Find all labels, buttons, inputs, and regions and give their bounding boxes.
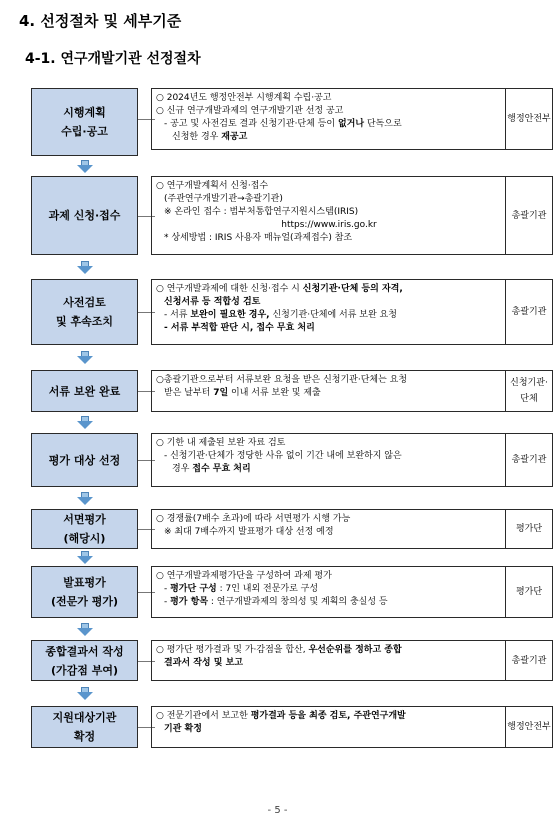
description-line [156,570,502,583]
description-line [156,118,502,131]
step-description [151,88,506,150]
description-line [156,296,502,309]
description-line [156,374,502,387]
step-description [151,433,506,487]
step-description [151,706,506,748]
step-description-table [151,509,553,549]
description-text: https://www.iris.go.kr [281,220,377,230]
description-line [156,437,502,450]
description-line [156,710,502,723]
step-description [151,279,506,345]
emphasis-text: 신청서류 등 적합성 검토 [164,297,261,307]
description-line [156,526,502,539]
subsection-title: 4-1. 연구개발기관 선정절차 [25,51,201,67]
step-description-table [151,706,553,748]
description-text: ○ 연구개발과제평가단을 구성하여 과제 평가 [156,571,332,581]
step-label-line: (가감점 부여) [50,663,118,677]
description-line [156,322,502,335]
description-line [156,513,502,526]
step-description-table [151,88,553,150]
step-label-line: 평가 대상 선정 [48,453,121,467]
step-label [61,103,108,141]
step-label-box [31,509,138,549]
step-label [49,206,121,225]
description-text: ○ 연구개발과제에 대한 신청·접수 시 [156,284,303,294]
description-text: - [164,597,171,607]
responsible-agency: 총괄기관 [506,279,553,345]
description-text: * 상세방법 : IRIS 사용자 매뉴얼(과제접수) 참조 [164,233,353,243]
step-label-line: 서류 보완 완료 [48,384,121,398]
description-text: 이내 서류 보완 및 제출 [228,388,321,398]
step-description [151,566,506,618]
responsible-agency: 총괄기관 [506,433,553,487]
description-line [156,309,502,322]
step-description-table [151,370,553,412]
description-line [156,232,502,245]
description-text: ○ 전문기관에서 보고한 [156,711,251,721]
responsible-agency: 총괄기관 [506,640,553,681]
step-label-line: 수립·공고 [61,125,108,138]
step-label [56,293,113,331]
description-line [156,180,502,193]
description-line [156,644,502,657]
step-label-line: 및 후속조치 [56,315,113,328]
step-description-table [151,566,553,618]
description-line [156,283,502,296]
description-line [156,657,502,670]
description-text: 신청한 경우 [172,132,222,142]
description-text: 단독으로 [364,119,402,129]
emphasis-text: 신청기관·단체 등의 자격, [302,284,403,294]
step-label [49,451,120,470]
responsible-agency: 총괄기관 [506,176,553,255]
step-label [63,510,106,548]
step-label [51,573,118,611]
step-label-line: 서면평가 [63,513,106,526]
step-label-line: 과제 신청·접수 [48,209,121,222]
description-text: ○총괄기관으로부터 서류보완 요청을 받은 신청기관·단체는 요청 [156,375,408,385]
responsible-agency: 평가단 [506,566,553,618]
description-line [156,219,502,232]
emphasis-text: 재공고 [221,132,248,142]
step-label-line: 사전검토 [63,296,106,309]
description-line [156,723,502,736]
emphasis-text: 평가 항목 [170,597,209,607]
step-label [45,642,123,680]
emphasis-text: 없거나 [337,119,365,129]
description-line [156,206,502,219]
emphasis-text: 보완이 필요한 경우, [190,310,270,320]
description-line [156,463,502,476]
description-text: (주관연구개발기관→총괄기관) [164,194,283,204]
description-line [156,105,502,118]
emphasis-text: 7일 [213,388,229,398]
emphasis-text: 평가결과 등을 최종 검토, 주관연구개발 [250,711,406,721]
description-text: ※ 최대 7배수까지 발표평가 대상 선정 예정 [164,527,334,537]
step-label-box [31,433,138,487]
description-text: - 공고 및 사전검토 결과 신청기관·단체 등이 [164,119,338,129]
emphasis-text: - 서류 부적합 판단 시, 접수 무효 처리 [164,323,315,333]
description-line [156,596,502,609]
step-description-table [151,433,553,487]
description-text: ○ 평가단 평가결과 및 가·감점을 합산, [156,645,309,655]
emphasis-text: 기관 확정 [164,724,202,734]
description-line [156,450,502,463]
responsible-agency: 행정안전부 [506,706,553,748]
description-line [156,193,502,206]
description-text: : 연구개발과제의 창의성 및 계획의 충실성 등 [208,597,388,607]
step-label-box [31,640,138,681]
step-description [151,176,506,255]
description-text: ※ 온라인 접수 : 범부처통합연구지원시스템(IRIS) [164,207,359,217]
step-description [151,640,506,681]
step-description-table [151,640,553,681]
responsible-agency: 평가단 [506,509,553,549]
description-text: - 신청기관·단체가 정당한 사유 없이 기간 내에 보완하지 않은 [164,451,402,461]
step-label [49,382,120,401]
step-label-line: 확정 [73,730,96,743]
description-text: - [164,584,171,594]
step-label-box [31,88,138,156]
step-label-line: (해당시) [63,532,106,545]
description-text: 받은 날부터 [164,388,214,398]
step-label-line: 종합결과서 작성 [45,644,124,658]
description-text: ○ 신규 연구개발과제의 연구개발기관 선정 공고 [156,106,344,116]
description-text: : 7인 내외 전문가로 구성 [216,584,319,594]
description-text: 경우 [172,464,193,474]
description-text: ○ 기한 내 제출된 보완 자료 검토 [156,438,286,448]
description-line [156,387,502,400]
emphasis-text: 우선순위를 정하고 종합 [308,645,402,655]
responsible-agency: 신청기관·단체 [506,370,553,412]
description-line [156,131,502,144]
responsible-agency: 행정안전부 [506,88,553,150]
description-text: ○ 2024년도 행정안전부 시행계획 수립·공고 [156,93,332,103]
step-label-line: 시행계획 [63,106,106,119]
step-description-table [151,176,553,255]
page-number: - 5 - [267,805,288,816]
description-text: ○ 경쟁률(7배수 초과)에 따라 서면평가 시행 가능 [156,514,351,524]
step-description-table [151,279,553,345]
description-line [156,583,502,596]
emphasis-text: 접수 무효 처리 [192,464,251,474]
step-label [53,708,117,746]
step-label-box [31,279,138,345]
emphasis-text: 평가단 구성 [170,584,217,594]
step-label-box [31,706,138,748]
description-line [156,92,502,105]
step-label-line: 지원대상기관 [52,711,117,724]
section-title: 4. 선정절차 및 세부기준 [19,12,182,30]
description-text: 신청기관·단체에 서류 보완 요청 [269,310,397,320]
step-label-box [31,370,138,412]
emphasis-text: 결과서 작성 및 보고 [164,658,243,668]
step-label-line: 발표평가 [63,576,106,589]
description-text: - 서류 [164,310,191,320]
step-label-box [31,566,138,618]
step-label-line: (전문가 평가) [50,595,118,608]
step-description [151,509,506,549]
step-label-box [31,176,138,255]
description-text: ○ 연구개발계획서 신청·접수 [156,181,269,191]
step-description [151,370,506,412]
